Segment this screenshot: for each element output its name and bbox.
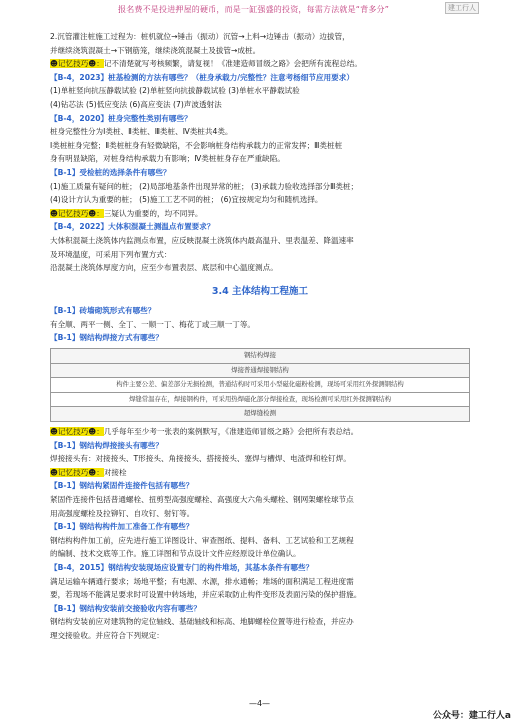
text-line	[50, 98, 470, 112]
text-span: 焊接接头有：对接接头、T形接头、角接接头、搭接接头、塞焊与槽焊、电渣焊和栓钉焊。	[50, 454, 351, 464]
question-heading: 【B-1】受检桩的选择条件有哪些？	[50, 167, 171, 177]
question-heading: 【B-1】砖墙砌筑形式有哪些？	[50, 306, 156, 316]
text-line	[50, 220, 470, 234]
text-line	[50, 304, 470, 318]
text-line	[50, 575, 470, 589]
text-line	[50, 439, 470, 453]
text-line	[50, 193, 470, 207]
text-line	[50, 207, 470, 221]
text-span: Ⅰ类桩桩身完整；Ⅱ类桩桩身有轻微缺陷，不会影响桩身结构承载力的正常发挥；Ⅲ类桩桩	[50, 140, 343, 150]
text-line	[50, 71, 470, 85]
text-line	[50, 44, 470, 58]
text-line	[50, 602, 470, 616]
question-heading: 【B-4，2022】大体积混凝土测温点布置要求？	[50, 222, 215, 232]
question-heading: 【B-1】钢结构安装前交接验收内容有哪些？	[50, 603, 201, 613]
text-line	[50, 248, 470, 262]
text-span: 记不清楚就写考核频繁，请复视！《准建造师冒级之路》会把所有流程总结。	[103, 59, 362, 69]
text-span: (1)单桩竖向抗压静载试验 (2)单桩竖向抗拔静载试验 (3)单桩水平静载试验	[50, 86, 300, 96]
text-span: 并继续浇筑混凝土→下钢筋笼，继续浇筑混凝土及拔管→成桩。	[50, 45, 261, 55]
text-span: (4)钻芯法 (5)低应变法 (6)高应变法 (7)声波透射法	[50, 99, 222, 109]
question-heading: 【B-1】钢结构焊接方式有哪些？	[50, 333, 163, 343]
text-line	[50, 166, 470, 180]
text-line	[50, 452, 470, 466]
text-line	[50, 588, 470, 602]
question-heading: 【B-1】钢结构焊接接头有哪些？	[50, 440, 163, 450]
text-line	[50, 425, 470, 439]
steel-welding-table	[50, 348, 470, 422]
page-number: —4—	[248, 699, 271, 708]
text-span: 要，若现场不能满足要求时可设置中转场地，并应采取防止构件变形及表面污染的保护措施。	[50, 590, 362, 600]
question-heading: 【B-4，2015】钢结构安装现场应设置专门的构件堆场，其基本条件有哪些？	[50, 562, 314, 572]
text-span: 钢结构安装前应对建筑物的定位轴线、基础轴线和标高、地脚螺栓位置等进行检查，并应办	[50, 617, 354, 627]
banner-slogan: 报名费不是投进押屋的硬币，而是一缸强盛的投资，每需方法就是“背多分”	[118, 5, 390, 14]
text-line	[50, 466, 470, 480]
text-line	[50, 493, 470, 507]
text-line	[50, 331, 470, 345]
memory-tip-label: ☻记忆技巧☻：	[50, 59, 104, 69]
table-title: 钢结构焊接	[51, 349, 470, 364]
text-span: 对接栓	[103, 467, 127, 477]
text-line	[50, 234, 470, 248]
memory-tip-label: ☻记忆技巧☻：	[50, 467, 104, 477]
text-span: 大体积混凝土浇筑体内监测点布置，应反映混凝土浇筑体内最高温升、里表温差、降温速率	[50, 235, 354, 245]
text-line	[50, 534, 470, 548]
question-heading: 【B-1】钢结构构件加工准备工作有哪些？	[50, 522, 194, 532]
text-line	[50, 139, 470, 153]
text-line	[50, 318, 470, 332]
text-span: 沿混凝土浇筑体厚度方向，应至少布置表层、底层和中心温度测点。	[50, 263, 278, 273]
text-line	[50, 561, 470, 575]
text-span: 三疑认为重要的，均不同异。	[103, 208, 203, 218]
document-body	[50, 30, 470, 643]
question-heading: 【B-1】钢结构紧固件连接件包括有哪些？	[50, 481, 194, 491]
table-subtitle: 焊接普通焊接钢结构	[51, 363, 470, 378]
table-row: 构件主要公差、偏差部分无损检测，普通结构时可采用小型磁化磁粉检测，现场可采用红外探测钢结构	[51, 378, 470, 393]
text-span: 桩身完整性分为Ⅰ类桩、Ⅱ类桩、Ⅲ类桩、Ⅳ类桩共4类。	[50, 127, 233, 137]
watermark-text: 公众号：建工行人a	[432, 711, 511, 721]
question-heading: 【B-4，2020】桩身完整性类别有哪些？	[50, 113, 192, 123]
memory-tip-label: ☻记忆技巧☻：	[50, 427, 104, 437]
text-span: 满足运输车辆通行要求；场地平整；有电源、水源，排水通畅；堆场的面积满足工程进度需	[50, 576, 354, 586]
text-line	[50, 547, 470, 561]
section-title: 3.4 主体结构工程施工	[211, 285, 309, 297]
text-line	[50, 57, 470, 71]
text-line	[50, 112, 470, 126]
text-line	[50, 261, 470, 275]
text-line	[50, 507, 470, 521]
text-block-steel-structure	[50, 425, 470, 643]
text-line	[50, 30, 470, 44]
text-span: (4)设计方认为重要的桩； (5)施工工艺不同的桩； (6)宜按规定均匀和随机选择。	[50, 195, 323, 205]
text-line	[50, 629, 470, 643]
question-heading: 【B-4，2023】桩基检测的方法有哪些？（桩身承载力/完整性？注意考杨细节应用要求）	[50, 72, 354, 82]
table-footer: 超焊缝检测	[51, 407, 470, 422]
text-span: 及环境温度，可采用下列布置方式：	[50, 249, 172, 259]
text-line	[50, 520, 470, 534]
banner-logo: 建工行人	[445, 2, 479, 14]
text-line	[50, 84, 470, 98]
text-span: 身有明显缺陷，对桩身结构承载力有影响；Ⅳ类桩桩身存在严重缺陷。	[50, 154, 285, 164]
text-span: 用高强度螺栓及拉铆钉、自攻钉、射钉等。	[50, 508, 195, 518]
text-line	[50, 152, 470, 166]
text-span: 钢结构构件加工前，应先进行施工详图设计、审查图纸、提料、备料、工艺试验和工艺规程	[50, 535, 354, 545]
text-block-pile-foundation	[50, 30, 470, 275]
text-span: 紧固件连接件包括普通螺栓、扭剪型高强度螺栓、高强度大六角头螺栓、钢网架螺栓球节点	[50, 495, 354, 504]
text-line	[50, 479, 470, 493]
header-banner	[0, 0, 519, 20]
text-span: 的编制、技术交底等工作。施工详图和节点设计文件应经原设计单位确认。	[50, 549, 301, 559]
text-line	[50, 125, 470, 139]
text-span: 2.沉管灌注桩施工过程为：桩机就位→锤击（振动）沉管→上料→边锤击（振动）边拔管，	[50, 32, 350, 41]
text-block-masonry	[50, 304, 470, 345]
text-line	[50, 180, 470, 194]
text-span: 理交接验收。并应符合下列规定：	[50, 630, 164, 640]
table-row: 焊缝常温存在，焊接钢构件，可采用热焊磁化部分焊接检查，现场检测可采用红外探测钢结构	[51, 392, 470, 407]
text-span: (1)施工质量有疑问的桩； (2)局部地基条件出现异常的桩； (3)承载力验收选择部分Ⅲ类桩；	[50, 181, 359, 191]
memory-tip-label: ☻记忆技巧☻：	[50, 208, 104, 218]
text-span: 几乎每年至少考一张表的案例默写，《准建造师冒级之路》会把所有表总结。	[103, 427, 359, 437]
text-line	[50, 615, 470, 629]
text-span: 有全顺、两平一侧、全丁、一顺一丁、梅花丁或三顺一丁等。	[50, 319, 256, 329]
